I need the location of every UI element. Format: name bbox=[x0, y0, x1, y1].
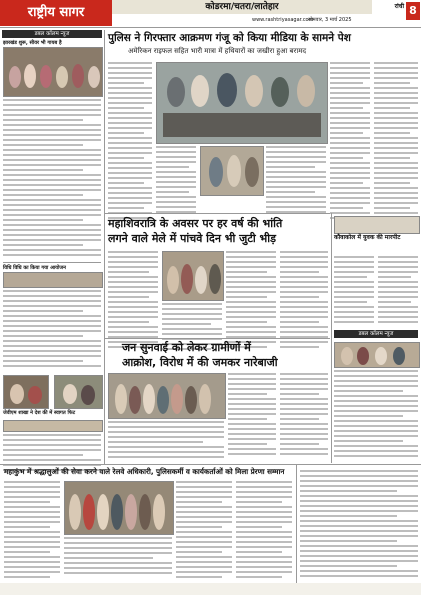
middle-headline-1: महाशिवरात्रि के अवसर पर हर वर्ष की भांति bbox=[108, 217, 283, 230]
masthead-meta bbox=[112, 14, 372, 26]
top-subhead: अमेरिकन राइफल सहित भारी मात्रा में हथियारों का जखीरा हुआ बरामद bbox=[128, 47, 307, 55]
city-name: रांची bbox=[394, 3, 404, 10]
left-bottom-head: जेवीएम शाखा ने देश की में स्वागत फिट bbox=[3, 410, 76, 416]
page-number: 8 bbox=[406, 2, 420, 20]
bottom-col-4 bbox=[236, 481, 292, 581]
bottom-right-text bbox=[300, 470, 418, 580]
left-text-block-1 bbox=[3, 99, 101, 259]
top-col-2b bbox=[266, 146, 326, 216]
left-column-label: डबल कॉलम न्यूज bbox=[2, 30, 102, 38]
right-col-b bbox=[378, 256, 418, 326]
bottom-photo bbox=[64, 481, 174, 535]
lower-col-3 bbox=[280, 373, 328, 458]
top-story-photo bbox=[156, 62, 328, 144]
website: www.rashtriyasagar.com bbox=[252, 17, 314, 23]
top-col-3 bbox=[330, 62, 370, 222]
right-lower-label: डबल कॉलम न्यूज bbox=[334, 330, 418, 338]
left-text-block-2 bbox=[3, 290, 101, 370]
middle-col-3 bbox=[226, 251, 276, 351]
inset-photo bbox=[200, 146, 264, 196]
page-info bbox=[372, 0, 421, 26]
bottom-headline: महाकुंभ में श्रद्धालुओं की सेवा करने वाले रेलवे अधिकारी, पुलिसकर्मी व कार्यकर्ताओं को मिला प्रेरणा सम्मान bbox=[4, 467, 285, 476]
top-col-2a bbox=[156, 146, 196, 216]
paper-name: राष्ट्रीय सागर bbox=[0, 0, 112, 26]
right-headline: कौवाकोल में युवक की मारपीट bbox=[334, 234, 401, 241]
top-col-1 bbox=[108, 62, 152, 222]
bottom-col-2 bbox=[64, 537, 172, 577]
section-title: कोडरमा/चतरा/लातेहार bbox=[112, 0, 372, 14]
right-col-a bbox=[334, 256, 374, 326]
issue-date: सोमवार, 3 मार्च 2025 bbox=[308, 17, 352, 23]
middle-col-1 bbox=[108, 251, 158, 351]
footer-band bbox=[0, 583, 421, 595]
left-mid-photo bbox=[3, 272, 103, 288]
lower-headline-2: आक्रोश, विरोध में की जमकर नारेबाजी bbox=[122, 356, 278, 369]
lower-photo bbox=[108, 373, 226, 419]
left-strip-photo bbox=[3, 420, 103, 432]
left-top-photo bbox=[3, 47, 103, 97]
masthead bbox=[0, 0, 421, 26]
left-small-photo-1 bbox=[3, 375, 49, 409]
middle-headline-2: लगने वाले मेले में पांचवे दिन भी जुटी भीड़ bbox=[108, 232, 277, 245]
left-small-photo-2 bbox=[54, 375, 103, 409]
middle-col-4 bbox=[280, 251, 328, 351]
bottom-col-1 bbox=[4, 481, 60, 581]
left-lower-head: विधि विधि का किया गया आयोजन bbox=[3, 265, 66, 271]
right-lower-text bbox=[334, 370, 418, 460]
middle-photo-left bbox=[162, 251, 224, 301]
right-strip bbox=[334, 216, 420, 234]
left-top-caption: झारखंड शुरू, सीवर भी गायब है bbox=[3, 40, 62, 46]
divider bbox=[0, 27, 421, 28]
top-headline: पुलिस ने गिरफ्तार आक्रमण गंजू को किया मीडिया के सामने पेश bbox=[108, 32, 351, 44]
bottom-col-3 bbox=[176, 481, 232, 581]
lower-headline-1: जन सुनवाई को लेकर ग्रामीणों में bbox=[122, 341, 251, 354]
top-col-4 bbox=[374, 62, 418, 222]
lower-col-2 bbox=[228, 373, 276, 458]
right-lower-photo bbox=[334, 342, 420, 368]
lower-col-1 bbox=[108, 421, 224, 461]
